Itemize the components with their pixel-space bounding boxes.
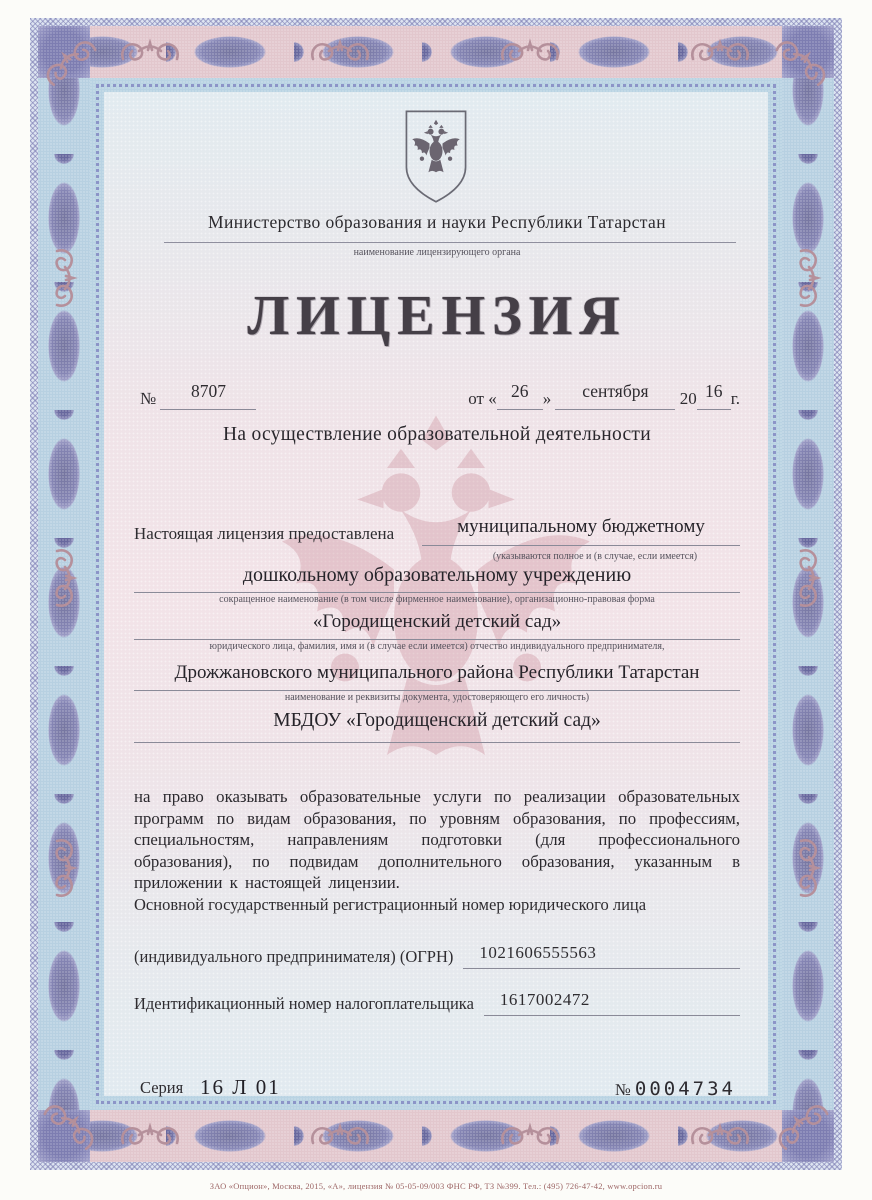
series-value: 16 Л 01 [200, 1075, 281, 1099]
date-year-value: 16 [704, 381, 723, 401]
ornamental-border-right-band [782, 26, 834, 1162]
ornamental-border-left-band [38, 26, 90, 1162]
grantee-line5 [134, 710, 740, 743]
grantee-row [134, 516, 740, 550]
grantee-line1 [422, 516, 740, 546]
border-corner [38, 1110, 90, 1162]
license-number-line [160, 381, 256, 410]
document-title: ЛИЦЕНЗИЯ [247, 285, 627, 347]
date-year-suffix: г. [730, 389, 740, 408]
eagle-watermark-icon [261, 388, 611, 828]
grantee-line4 [134, 662, 740, 691]
date-open-quote: « [488, 389, 497, 408]
grantee-line2-caption: сокращенное наименование (в том числе фирменное наименование), организационно-правовая форма [219, 594, 655, 605]
grantee-line4-value: Дрожжановского муниципального района Республики Татарстан [174, 662, 700, 683]
blank-number-value: 0004734 [634, 1078, 736, 1100]
printer-imprint-line: ЗАО «Опцион», Москва, 2015, «А», лицензия № 05-05-09/003 ФНС РФ, ТЗ №399. Тел.: (495) 726-47-42, www.opcion.ru [209, 1181, 663, 1191]
blank-number-group [615, 1078, 736, 1100]
grantee-line4-caption: наименование и реквизиты документа, удостоверяющего его личность) [284, 692, 590, 703]
issue-date-group [468, 381, 740, 410]
border-corner [782, 1110, 834, 1162]
inn-label: Идентификационный номер налогоплательщика [134, 994, 474, 1013]
blank-number-label: № [615, 1080, 631, 1099]
grantee-line2-value: дошкольному образовательному учреждению [242, 564, 632, 586]
grantee-line1-value: муниципальному бюджетному [457, 516, 705, 537]
grantee-line2 [134, 564, 740, 593]
inn-line [484, 990, 740, 1016]
ornamental-border-top-band [38, 26, 834, 78]
series-and-blank-number-row [134, 1070, 740, 1100]
border-corner [782, 26, 834, 78]
certificate [30, 18, 842, 1170]
date-century: 20 [679, 389, 697, 408]
ogrn-value: 1021606555563 [479, 943, 597, 962]
rights-paragraph: на право оказывать образовательные услуги по реализации образовательных программ по видам образования, по уровням образования, по профессиям, специальностям, направлениям подготовки (для профессионального образования), по подвидам дополнительного образования, указанным в приложении к настоящей лицензии. [134, 787, 740, 892]
issuer-caption: наименование лицензирующего органа [353, 247, 521, 258]
grantee-line5-value: МБДОУ «Городищенский детский сад» [273, 710, 601, 731]
license-number-and-date-row [134, 376, 740, 410]
date-day-value: 26 [510, 381, 529, 401]
grantee-label: Настоящая лицензия предоставлена [134, 524, 395, 543]
date-year-line [697, 381, 731, 410]
coat-of-arms-icon [392, 108, 480, 206]
license-subtitle: На осуществление образовательной деятельности [222, 424, 651, 445]
license-number-group [140, 381, 256, 410]
grantee-line1-caption: (указываются полное и (в случае, если имеется) [492, 551, 698, 562]
date-month-value: сентября [582, 381, 649, 401]
date-month-line [555, 381, 675, 410]
certificate-body [104, 92, 768, 1100]
issuer-name: Министерство образования и науки Республики Татарстан [207, 212, 666, 232]
ogrn-row [134, 941, 740, 969]
issuer-underline [164, 242, 736, 243]
border-corner [38, 26, 90, 78]
ogrn-label-line2: (индивидуального предпринимателя) (ОГРН) [134, 947, 454, 966]
date-close-quote: » [542, 389, 552, 408]
ogrn-line [463, 943, 740, 969]
license-number-label: № [140, 389, 157, 408]
inn-row [134, 988, 740, 1016]
date-prefix: от [468, 389, 484, 408]
ornamental-border-bottom-band [38, 1110, 834, 1162]
grantee-line3 [134, 611, 740, 640]
series-label: Серия [140, 1078, 184, 1097]
grantee-line3-caption: юридического лица, фамилия, имя и (в случае если имеется) отчество индивидуального предпринимателя, [209, 641, 665, 652]
date-day-line [497, 381, 543, 410]
ogrn-label-line1: Основной государственный регистрационный номер юридического лица [134, 895, 647, 914]
inn-value: 1617002472 [499, 990, 590, 1009]
grantee-line3-value: «Городищенский детский сад» [312, 611, 562, 632]
license-number-value: 8707 [190, 381, 226, 401]
